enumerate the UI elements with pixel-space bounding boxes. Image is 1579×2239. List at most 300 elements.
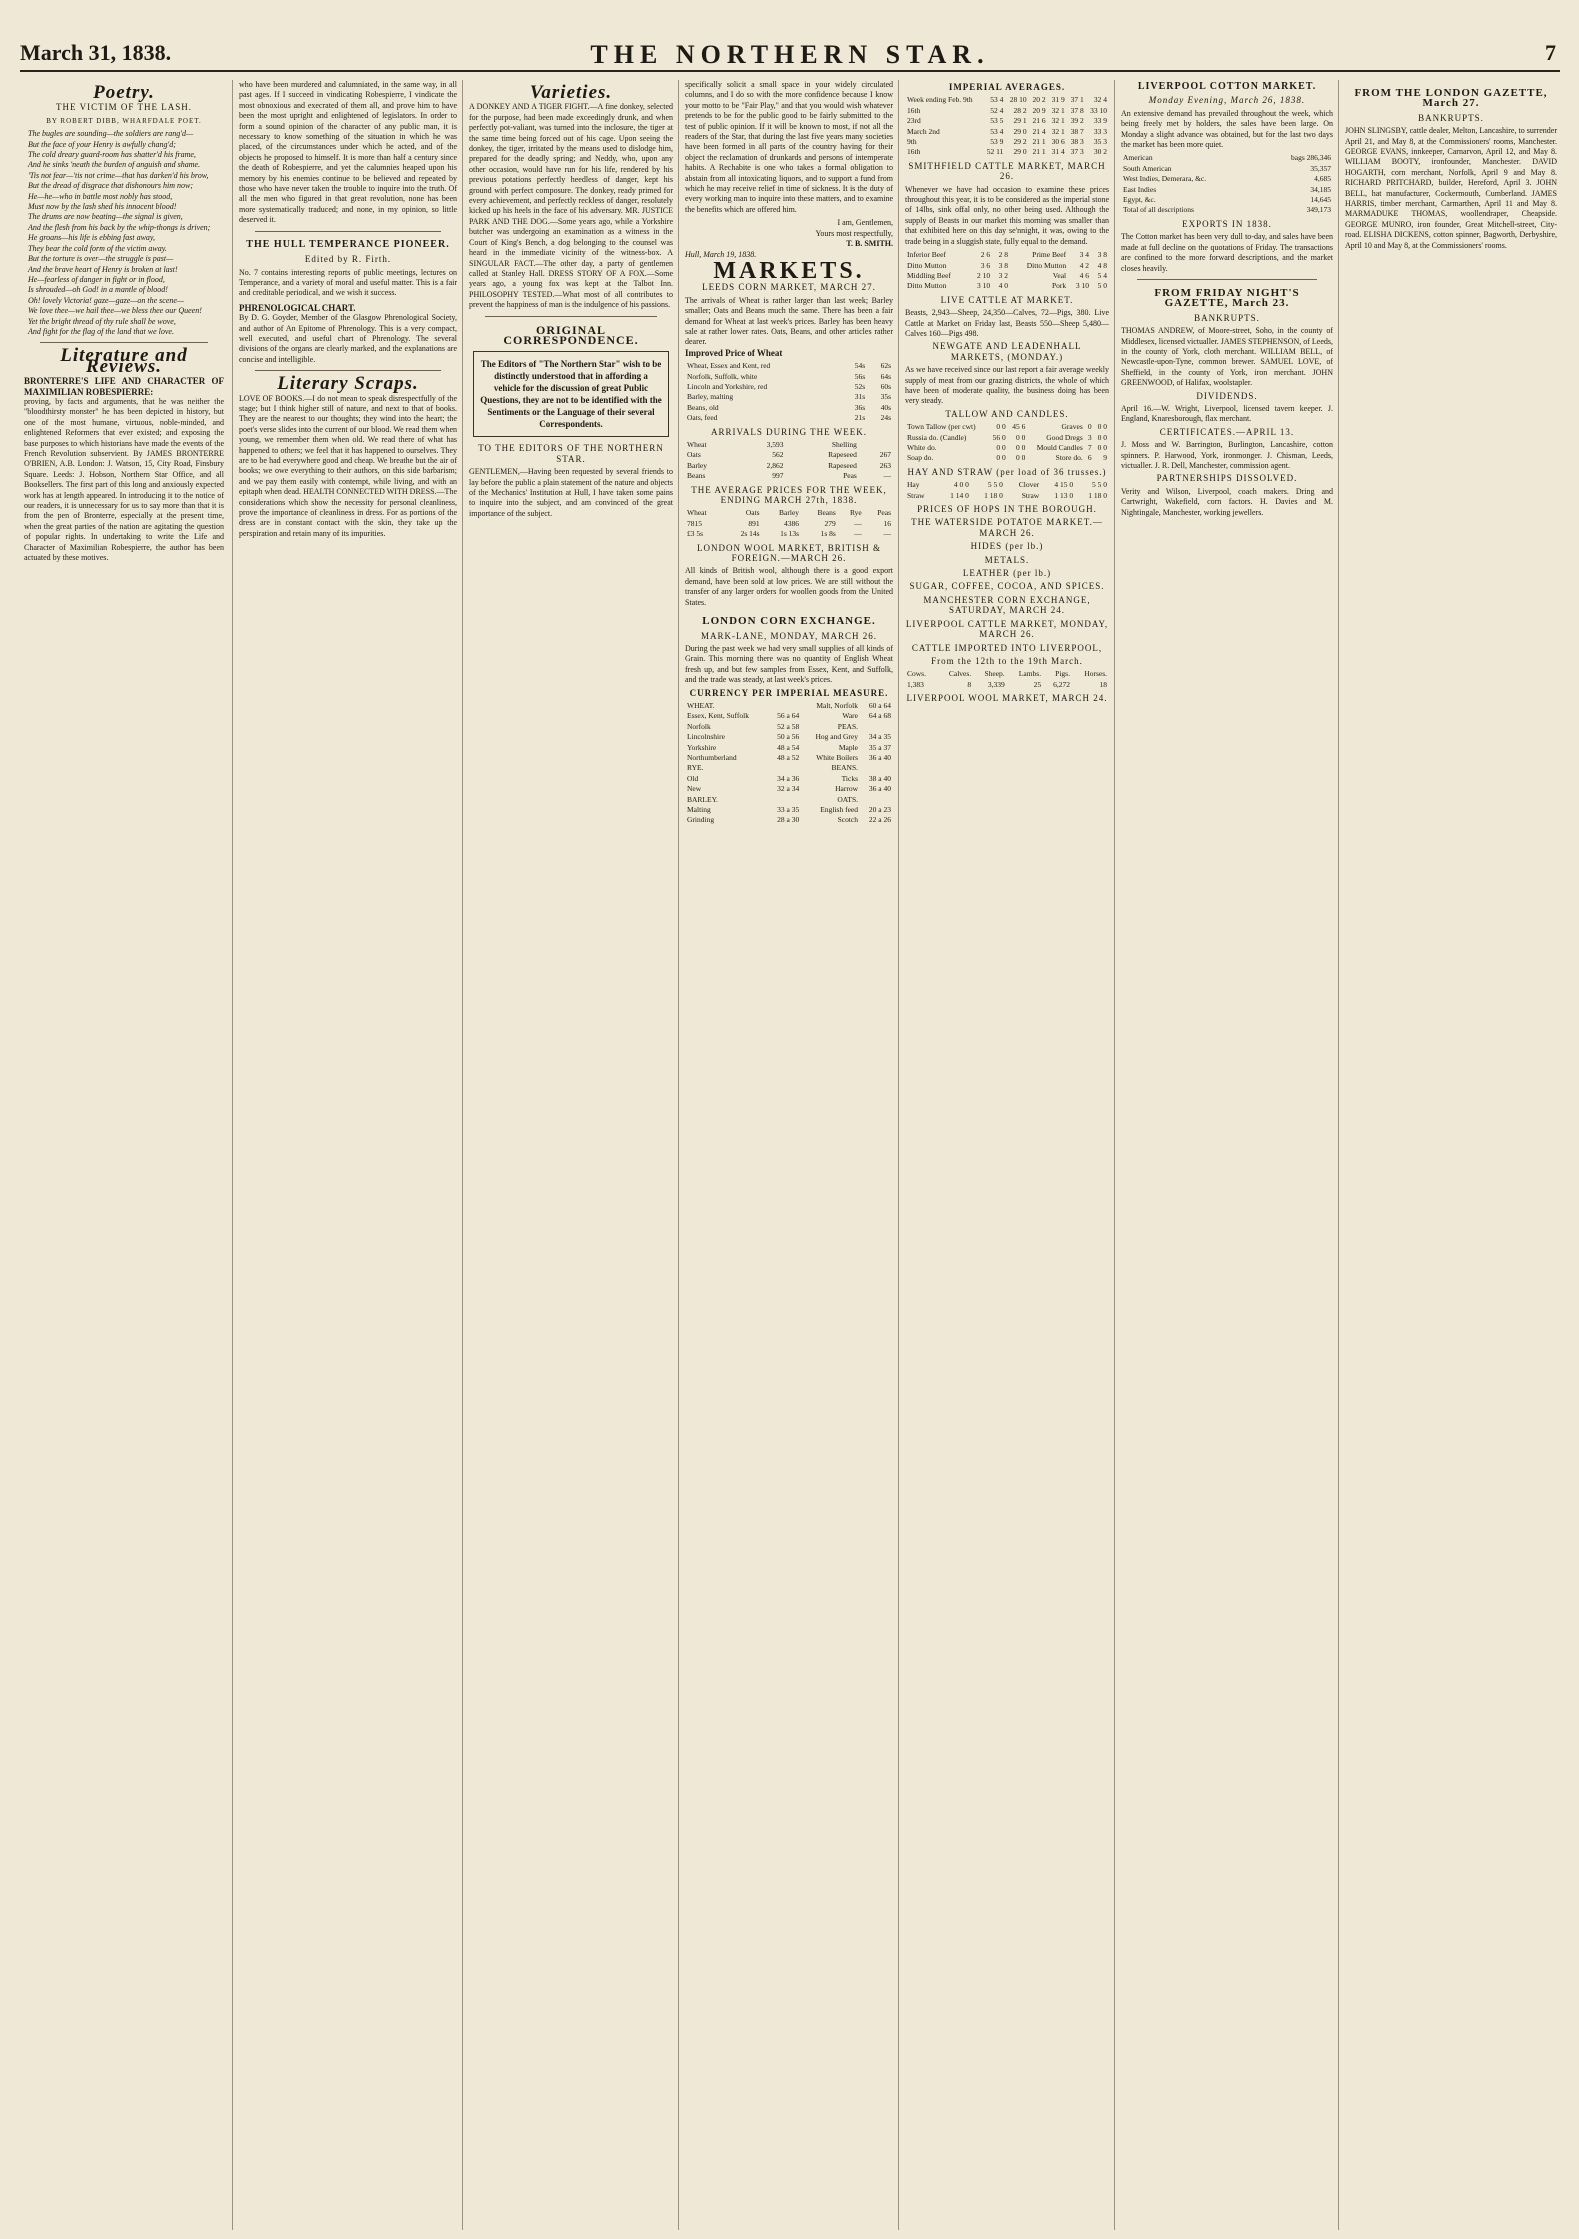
table-cell: 21 4 [1032, 126, 1046, 136]
corn-exchange-text: During the past week we had very small supplies of all kinds of Grain. This morning there was no quantity of English Wheat fresh up, and but few samples from Essex, Kent, and Suffolk, and the trade was steady, at last week's prices. [685, 643, 893, 685]
table-cell: 2 10 [977, 270, 991, 280]
table-cell: 3 [1087, 432, 1092, 442]
table-row [905, 116, 1109, 126]
table-row [905, 137, 1109, 147]
liverpool-wool-heading: LIVERPOOL WOOL MARKET, MARCH 24. [906, 693, 1108, 704]
table-row [685, 763, 893, 773]
table-row [905, 433, 1109, 443]
table-cell: 20 9 [1032, 105, 1046, 115]
table-cell: 4386 [784, 518, 800, 528]
table-row [685, 711, 893, 721]
poem-byline: BY ROBERT DIBB, WHARFDALE POET. [46, 116, 202, 125]
table-cell: 33 10 [1090, 105, 1107, 115]
table-cell: 349,173 [1306, 205, 1331, 215]
table-row [685, 753, 893, 763]
table-cell: Egypt, &c. [1123, 195, 1156, 205]
table-cell: 9th [907, 137, 917, 147]
table-cell: Rye [849, 508, 862, 518]
table-cell: 2 8 [998, 250, 1009, 260]
table-cell: 48 a 52 [777, 752, 800, 762]
table-row [905, 422, 1109, 432]
cattle-imported-table [905, 669, 1109, 690]
table-row [685, 701, 893, 711]
table-cell: 56s [854, 371, 866, 381]
table-cell: — [883, 471, 891, 481]
table-cell: 1 14 0 [950, 490, 969, 500]
temperance-sub: Edited by R. Firth. [304, 254, 392, 265]
poem-line: Yet the bright thread of thy rule shall be wove, [28, 316, 176, 326]
table-cell: 4 2 [1079, 260, 1090, 270]
table-row [685, 722, 893, 732]
table-cell: 5 0 [1097, 281, 1107, 291]
column-6 [1114, 80, 1333, 2230]
table-cell: 29 0 [1013, 147, 1027, 157]
table-cell: 33 a 35 [777, 805, 800, 814]
table-cell: Straw [1021, 490, 1040, 500]
divider [1137, 279, 1317, 280]
table-row [905, 95, 1109, 105]
letter-signoff-name: T. B. SMITH. [846, 239, 893, 249]
table-cell: White do. [907, 443, 937, 452]
table-row [685, 413, 893, 423]
table-cell: WHEAT. [687, 700, 715, 710]
table-row [905, 491, 1109, 501]
column-3 [462, 80, 673, 2230]
table-cell: Sheep. [984, 669, 1005, 679]
wool-heading: LONDON WOOL MARKET, BRITISH & FOREIGN.—MARCH 26. [696, 542, 882, 564]
table-cell: Lincolnshire [687, 732, 725, 742]
table-cell: 53 4 [990, 126, 1004, 136]
table-cell: 5 5 0 [987, 480, 1003, 490]
table-cell: 60 a 64 [868, 700, 891, 710]
table-cell: Harrow [835, 784, 858, 794]
table-row [685, 361, 893, 371]
review-text: proving, by facts and arguments, that he was neither the "bloodthirsty monster" he has been depicted in history, but one of the most humane, virtuous, noble-minded, and enlightened Reformers that ever existed; and exposing the base purposes to which historians have made the events of the French Revolution subservient. By JAMES BRONTERRE O'BRIEN, A.B. London: J. Watson, 15, City Road, Finsbury Square. Leeds: J. Hobson, Northern Star Office, and all Booksellers. The first part of this long and anxiously expected work has at length appeared. In introducing it to the notice of our readers, it is unnecessary for us to say more than that it is from the pen of Bronterre, especially at the present time, when the great parties of the nation are agitating the question of popular rights. In undertaking to write the Life and Character of Maximilian Robespierre, the author has been actuated by these motives. [24, 396, 224, 563]
letter-signoff-greeting: I am, Gentlemen, [837, 218, 893, 228]
table-cell: Ditto Mutton [907, 281, 947, 291]
table-cell: 36s [854, 402, 866, 412]
column-5 [898, 80, 1109, 2230]
table-cell: English feed [820, 805, 858, 814]
table-cell: East Indies [1123, 184, 1157, 194]
temperance-text: No. 7 contains interesting reports of public meetings, lectures on Temperance, and a variety of moral and useful matter. This is a fair and creditable periodical, and we wish it success. [239, 267, 457, 298]
live-cattle-text: Beasts, 2,943—Sheep, 24,350—Calves, 72—Pigs, 380. Live Cattle at Market on Friday last, Beasts 550—Sheep 5,480—Calves 160—Pigs 498. [905, 308, 1109, 338]
table-cell: OATS. [837, 794, 858, 804]
table-row [685, 784, 893, 794]
table-cell: 32 a 34 [777, 784, 800, 794]
table-cell: 4 6 [1079, 270, 1090, 280]
table-cell: 1,383 [907, 679, 924, 689]
cotton-heading: LIVERPOOL COTTON MARKET. [1137, 81, 1317, 92]
table-cell: 3 10 [977, 281, 991, 291]
liverpool-cattle-heading: LIVERPOOL CATTLE MARKET, MONDAY, MARCH 26. [905, 618, 1109, 640]
table-cell: 279 [824, 518, 836, 528]
table-cell: 0 0 [1016, 443, 1026, 452]
table-cell: West Indies, Demerara, &c. [1123, 174, 1207, 184]
smithfield-heading: SMITHFIELD CATTLE MARKET, MARCH 26. [908, 160, 1106, 182]
average-table [685, 508, 893, 539]
table-row [685, 774, 893, 784]
table-cell: Norfolk, Suffolk, white [687, 371, 758, 381]
table-cell: — [854, 518, 862, 528]
poem-line: The drums are now beating—the signal is given, [28, 212, 183, 222]
table-cell: 24s [880, 413, 891, 423]
table-cell: Lincoln and Yorkshire, red [687, 381, 768, 391]
table-cell: 53 5 [990, 116, 1004, 126]
table-cell: 37 3 [1070, 147, 1084, 157]
table-cell [768, 763, 801, 773]
table-cell: 64 a 68 [868, 711, 891, 721]
table-cell: American [1123, 153, 1153, 163]
table-row [905, 669, 1109, 679]
table-cell: 36 a 40 [868, 784, 891, 794]
table-cell [860, 722, 893, 732]
table-row [1121, 153, 1333, 163]
table-cell: 891 [748, 518, 760, 528]
divider [485, 316, 657, 317]
table-row [685, 461, 893, 471]
table-cell: 50 a 56 [777, 732, 800, 742]
varieties-heading: Varieties. [529, 82, 613, 103]
table-cell: 64s [880, 371, 891, 381]
table-cell: Prime Beef [1032, 250, 1067, 260]
imperial-averages-table [905, 95, 1109, 157]
table-cell: 1 18 0 [984, 490, 1003, 500]
potato-heading: THE WATERSIDE POTATOE MARKET.—MARCH 26. [911, 517, 1103, 538]
table-cell [859, 440, 893, 450]
table-cell: Scotch [837, 815, 858, 825]
table-cell: Veal [1052, 270, 1067, 280]
table-cell: Essex, Kent, Suffolk [687, 711, 749, 721]
table-cell: Graves [1061, 422, 1083, 432]
table-cell: 9 [1103, 453, 1107, 463]
table-cell: Hog and Grey [815, 732, 858, 742]
table-cell: Beans [687, 471, 706, 481]
table-cell: 32 4 [1093, 95, 1107, 105]
table-cell: White Boilers [816, 752, 858, 762]
poem-line: Oh! lovely Victoria! gaze—gaze—on the scene— [28, 295, 185, 305]
table-cell: Clover [1018, 480, 1040, 490]
table-row [685, 372, 893, 382]
table-cell: 31 9 [1051, 95, 1065, 105]
table-cell: 28 10 [1009, 95, 1027, 105]
table-cell: 35 a 37 [868, 742, 891, 752]
table-cell: Rapeseed [828, 460, 857, 470]
gazette-text: JOHN SLINGSBY, cattle dealer, Melton, Lancashire, to surrender April 21, and May 8, at the Commissioners' rooms, Manchester. GEORGE EVANS, innkeeper, Carnarvon, April 12, and May 8. WILLIAM BOOTY, ironfounder, Manchester. DAVID HOGARTH, corn merchant, Norfolk, April 9 and May 8. RICHARD PRITCHARD, builder, Hereford, April 3. JOHN BELL, hat manufacturer, Cockermouth, Cumberland. JAMES HARRIS, timber merchant, Carmarthen, April 11 and May 8. MARMADUKE THOMAS, woollendraper, Cheapside. GEORGE MUNRO, iron founder, Great Mitchell-street, City-road. ELISHA DICKENS, cotton spinner, Bagworth, Derbyshire, April 10 and May 8, at the Commissioners' rooms. [1345, 126, 1557, 250]
table-cell: 4 15 0 [1054, 480, 1074, 490]
currency-heading: CURRENCY PER IMPERIAL MEASURE. [689, 687, 889, 698]
table-cell: 4 0 [998, 281, 1009, 291]
table-row [905, 147, 1109, 157]
table-row [685, 529, 893, 539]
table-cell: 53 4 [990, 95, 1004, 105]
table-row [685, 471, 893, 481]
table-cell: Old [687, 773, 699, 783]
table-cell: 3 10 [1075, 281, 1090, 291]
poem-line: He groans—his life is ebbing fast away, [28, 233, 156, 243]
table-cell: 4,685 [1314, 174, 1331, 184]
table-cell: 2s 14s [740, 529, 760, 539]
table-cell: Beans [817, 508, 836, 518]
table-cell: 54s [854, 361, 866, 371]
table-cell: 52s [854, 381, 866, 391]
partnerships-text: Verity and Wilson, Liverpool, coach makers. Dring and Cartwright, Wakefield, corn factors. H. Davies and M. Nightingale, Manchester, working jewellers. [1121, 486, 1333, 517]
table-cell: 39 2 [1070, 116, 1084, 126]
table-cell: 29 1 [1013, 116, 1027, 126]
table-cell: 2,862 [766, 460, 784, 470]
poem-line: But the dread of disgrace that dishonours him now; [28, 181, 194, 191]
table-cell: £3 5s [687, 529, 704, 539]
table-cell: 62s [880, 361, 891, 371]
table-cell: 33 3 [1093, 126, 1107, 136]
table-cell: Malting [687, 805, 711, 814]
table-cell: 1 13 0 [1054, 490, 1074, 500]
table-row [685, 440, 893, 450]
table-cell: Pigs. [1055, 669, 1070, 679]
table-cell: 37 1 [1070, 95, 1084, 105]
table-cell: 14,645 [1310, 195, 1331, 205]
table-cell: Oats, feed [687, 413, 718, 423]
table-row [685, 519, 893, 529]
table-cell: Calves. [948, 669, 972, 679]
table-cell: — [883, 529, 891, 539]
literary-scraps-text: LOVE OF BOOKS.—I do not mean to speak disrespectfully of the stage; but I think higher still of nature, and next to that of books. They are the nearest to our thoughts; they wind into the heart; the poet's verse slides into the current of our blood. We read them when young, we remember them when old. We read there of what has happened to others; we feel that it has happened to ourselves. They are to be had everywhere good and cheap. We breathe but the air of books; we owe everything to their authors, on this side barbarism; and we pay them easily with contempt, while living, and with an epitaph when dead. HEALTH CONNECTED WITH DRESS.—The considerations which show the necessity for personal cleanliness, prove the importance of cleanliness in dress. For as portions of the dress are in constant contact with the skin, they take up the perspiration and retain many of its impurities. [239, 393, 457, 538]
friday-gazette-heading: FROM FRIDAY NIGHT'S GAZETTE, March 23. [1154, 286, 1300, 310]
varieties-text: A DONKEY AND A TIGER FIGHT.—A fine donkey, selected for the purpose, had been made exceedingly drunk, and when perfectly pot-valiant, was turned into the inclosure, the tiger at the same time being forced out of his cage. Upon seeing the donkey, the tiger, irritated by the means used to dislodge him, prepared for the deadly spring; and Neddy, who, upon any other occasion, would have run for his life, rendered by his previous potations perfectly heedless of danger, kept his ground with perfect composure. The donkey, ready primed for every achievement, and perfectly reckless of danger, resolutely kicked up his heels in the face of his adversary. MR. JUSTICE PARK AND THE DOG.—Some years ago, while a Yorkshire butcher was undergoing an examination as a witness in the Court of King's Bench, a dog belonging to the counsel was heard in the immediate vicinity of the witness-box. A SINGULAR FACT.—The other day, a party of gentlemen called at Stanley Hall. DRESS STORY OF A FOX.—Some years ago, a young fox was kept at the Talbot Inn. PHILOSOPHY TESTED.—What most of all contributes to prevent the happiness of man is the indulgence of his passions. [469, 102, 673, 310]
corn-exchange-sub: MARK-LANE, MONDAY, MARCH 26. [700, 630, 878, 641]
table-cell: New [687, 784, 702, 794]
divider [255, 370, 441, 371]
table-cell: Wheat [687, 508, 707, 518]
table-row [905, 453, 1109, 463]
arrivals-heading: ARRIVALS DURING THE WEEK. [710, 426, 867, 437]
table-cell: 29 2 [1013, 137, 1027, 147]
literary-scraps-heading: Literary Scraps. [277, 373, 419, 395]
table-cell: 36 a 40 [868, 752, 891, 762]
table-cell: Ditto Mutton [1026, 260, 1067, 270]
leeds-text: The arrivals of Wheat is rather larger than last week; Barley smaller; Oats and Beans much the same. There has been a fair demand for Wheat at last week's prices. Barley has been heavy sale at rather lower rates. Oats, Beans, and other articles rather dearer. [685, 295, 893, 347]
table-cell: BEANS. [831, 763, 858, 773]
table-row [685, 403, 893, 413]
table-row [1121, 164, 1333, 174]
table-cell: Store do. [1055, 453, 1083, 463]
table-cell: 6 [1087, 453, 1092, 463]
leeds-price-table [685, 361, 893, 423]
table-cell: Beans, old [687, 402, 719, 412]
phrenology-heading: PHRENOLOGICAL CHART. [239, 302, 356, 313]
letter-heading: TO THE EDITORS OF THE NORTHERN STAR. [478, 443, 664, 464]
cattle-imported-heading: CATTLE IMPORTED INTO LIVERPOOL, [911, 642, 1103, 653]
table-cell: 28 2 [1013, 105, 1027, 115]
table-cell: Peas [843, 471, 857, 481]
table-cell [768, 795, 801, 805]
poem-title: THE VICTIM OF THE LASH. [56, 102, 192, 113]
table-cell: 30 2 [1093, 147, 1107, 157]
temperance-heading: THE HULL TEMPERANCE PIONEER. [246, 238, 450, 250]
partnerships-heading: PARTNERSHIPS DISSOLVED. [1156, 473, 1298, 484]
exports-heading: EXPORTS IN 1838. [1182, 218, 1272, 229]
manchester-heading: MANCHESTER CORN EXCHANGE, SATURDAY, MARCH 24. [923, 594, 1091, 616]
table-cell: 1s 8s [820, 529, 836, 539]
table-cell: 263 [879, 460, 891, 470]
table-cell: South American [1123, 163, 1172, 173]
table-row [905, 443, 1109, 453]
review-title: BRONTERRE'S LIFE AND CHARACTER OF MAXIMILIAN ROBESPIERRE: [24, 376, 224, 397]
table-row [905, 480, 1109, 490]
table-row [685, 392, 893, 402]
hides-heading: HIDES (per lb.) [970, 541, 1044, 552]
arrivals-table [685, 440, 893, 482]
table-cell: 21s [854, 413, 866, 423]
table-cell: 21 1 [1032, 137, 1046, 147]
average-heading: THE AVERAGE PRICES FOR THE WEEK, ENDING MARCH 27th, 1838. [691, 484, 887, 506]
letter-continued: specifically solicit a small space in your widely circulated columns, and I do so with the more confidence because I know your motto to be "Fair Play," and that you would wish whatever pretends to be for the public good to be fairly submitted to the test of public opinion. If it will be known to most, if not all the readers of the Star, that during the last five years many societies have been formed in all parts of the country having for their object the reclamation of drunkards and persons of intemperate habits. A Rechabite is one who takes a formal obligation to abstain from all intoxicating liquors, and to support a fund from which he may receive relief in time of sickness. It is the duty of every working man to inquire into these matters, and to examine the benefits which are offered him. [685, 80, 893, 214]
table-cell: Mould Candles [1036, 443, 1083, 452]
table-cell: 3,339 [987, 679, 1005, 689]
table-cell: 22 a 26 [868, 815, 891, 825]
poetry-heading: Poetry. [93, 82, 155, 103]
column-2 [232, 80, 457, 2230]
table-cell: Town Tallow (per cwt) [907, 422, 976, 432]
table-cell: 8 [967, 679, 972, 689]
table-cell [768, 701, 801, 711]
poem-line: He—fearless of danger in fight or in flood, [28, 274, 165, 284]
table-cell: 16th [907, 147, 921, 157]
column-7 [1338, 80, 1557, 2230]
table-cell: 0 0 [1016, 432, 1026, 442]
table-cell: 3 6 [980, 260, 991, 270]
table-cell: 3 4 [1079, 250, 1090, 260]
table-cell: 0 0 [1097, 432, 1107, 442]
table-cell: 3 8 [1097, 250, 1107, 260]
table-cell: 48 a 54 [777, 742, 800, 752]
poem-line: But the face of your Henry is awfully chang'd; [28, 139, 176, 149]
letter-place-date: Hull, March 19, 1838. [685, 249, 757, 259]
issue-date: March 31, 1838. [20, 40, 172, 65]
table-cell: 5 4 [1097, 270, 1107, 280]
dividends-text: April 16.—W. Wright, Liverpool, licensed tavern keeper. J. England, Knaresborough, flax merchant. [1121, 403, 1333, 424]
table-cell: Northumberland [687, 752, 737, 762]
poem-line: And he sinks 'neath the burden of anguish and shame. [28, 160, 201, 170]
live-cattle-heading: LIVE CATTLE AT MARKET. [940, 294, 1074, 305]
editorial-notice: The Editors of "The Northern Star" wish to be distinctly understood that in affording a vehicle for the discussion of great Public Questions, they are not to be identified with the Sentiments or the Language of their several Correspondents. [473, 351, 669, 437]
table-row [685, 805, 893, 815]
dividends-heading: DIVIDENDS. [1196, 390, 1258, 401]
table-row [905, 271, 1109, 281]
table-cell: Lambs. [1018, 669, 1042, 679]
table-cell: Straw [907, 490, 925, 500]
newgate-text: As we have received since our last report a fair average weekly supply of meat from our grazing districts, the whole of which have been of moderate quality, the business doing has been very steady. [905, 365, 1109, 406]
table-cell: BARLEY. [687, 794, 718, 804]
table-cell: 21 6 [1032, 116, 1046, 126]
table-cell: 0 0 [1097, 443, 1107, 452]
table-cell: 18 [1099, 679, 1107, 689]
table-row [685, 732, 893, 742]
hay-heading: HAY AND STRAW (per load of 36 trusses.) [907, 466, 1107, 477]
newgate-heading: NEWGATE AND LEADENHALL MARKETS, (MONDAY.) [932, 341, 1082, 362]
masthead [20, 40, 1560, 72]
phrenology-text: By D. G. Goyder, Member of the Glasgow Phrenological Society, and author of An Epitome of Phrenology. This is a very compact, well executed, and useful chart of Phrenology. The several divisions of the organs are clearly marked, and the explanations are concise and intelligible. [239, 313, 457, 364]
table-cell: 60s [880, 381, 891, 391]
currency-table [685, 701, 893, 826]
table-cell: Total of all descriptions [1123, 205, 1194, 215]
table-cell: 28 a 30 [777, 815, 800, 825]
wool-text: All kinds of British wool, although there is a good export demand, have been sold at low prices. We are still without the transfer of any larger orders for woollen goods from the United States. [685, 566, 893, 607]
cotton-text: An extensive demand has prevailed throughout the week, which being freely met by holders, the sales have been large. On Monday a slight advance was obtained, but for the last two days the market has been more quiet. [1121, 108, 1333, 150]
table-cell: 16th [907, 105, 921, 115]
smithfield-text: Whenever we have had occasion to examine these prices throughout this year, it is to be considered as the imperial stone of 14lbs, sink offal only, no other being used. Although the supply of Beasts in our market this morning was smaller than that exhibited here on this day se'nnight, it was, owing to the trade being in a sluggish state, fully equal to the demand. [905, 184, 1109, 246]
markets-heading: MARKETS. [713, 257, 865, 284]
cotton-sub: Monday Evening, March 26, 1838. [1148, 95, 1306, 106]
table-cell: Middling Beef [907, 270, 951, 280]
table-cell: 4 0 0 [953, 480, 969, 490]
column-1 [24, 80, 224, 2230]
table-cell [860, 795, 893, 805]
poem-line: He—he—who in battle most nobly has stood, [28, 191, 173, 201]
table-cell: Cows. [907, 669, 926, 679]
table-row [905, 250, 1109, 260]
table-cell: 34 a 36 [777, 773, 800, 783]
table-cell: 33 9 [1093, 116, 1107, 126]
table-cell: 0 0 [996, 422, 1006, 432]
table-cell: 56 a 64 [777, 711, 800, 721]
table-cell: bags 286,346 [1291, 153, 1331, 163]
table-cell: 4 8 [1097, 260, 1107, 270]
letter-signoff-body: Yours most respectfully, [815, 228, 893, 238]
table-cell: 562 [772, 450, 784, 460]
poem-line: We love thee—we hail thee—we bless thee our Queen! [28, 306, 202, 316]
divider [40, 342, 208, 343]
table-row [905, 261, 1109, 271]
table-cell: Peas [877, 508, 891, 518]
table-cell: 997 [772, 471, 784, 481]
hay-table [905, 480, 1109, 501]
poem-body [24, 129, 224, 337]
table-cell: 45 6 [1012, 422, 1026, 432]
table-row [685, 795, 893, 805]
table-cell: 56 0 [992, 432, 1006, 442]
table-cell: 0 0 [1097, 422, 1107, 432]
table-cell: 29 0 [1013, 126, 1027, 136]
table-cell: — [854, 529, 862, 539]
corn-exchange-heading: LONDON CORN EXCHANGE. [702, 615, 876, 628]
table-cell: 3,593 [766, 440, 784, 449]
gazette-bankrupts-sub: BANKRUPTS. [1418, 112, 1484, 123]
cotton-imports-table [1121, 153, 1333, 215]
certificates-heading: CERTIFICATES.—APRIL 13. [1159, 426, 1295, 437]
hops-heading: PRICES OF HOPS IN THE BOROUGH. [917, 504, 1097, 515]
table-cell: 35,357 [1310, 163, 1331, 173]
table-row [685, 382, 893, 392]
page-number: 7 [1545, 40, 1556, 65]
table-cell: March 2nd [907, 126, 940, 136]
tallow-heading: TALLOW AND CANDLES. [945, 408, 1069, 419]
table-cell: 37 8 [1070, 105, 1084, 115]
table-cell: Barley [779, 508, 800, 518]
table-cell: 52 4 [990, 105, 1004, 115]
table-cell: Inferior Beef [907, 250, 946, 260]
table-cell: Barley, malting [687, 392, 734, 402]
metals-heading: METALS. [984, 554, 1030, 565]
table-cell: 32 1 [1051, 126, 1065, 136]
table-row [1121, 185, 1333, 195]
table-row [905, 680, 1109, 690]
table-cell: 35 3 [1093, 137, 1107, 147]
certificates-text: J. Moss and W. Barrington, Burlington, Lancashire, cotton spinners. P. Harwood, York, ironmonger. J. Chisman, Leeds, victualler. J. R. Dell, Manchester, commission agent. [1121, 440, 1333, 470]
correspondence-heading: ORIGINAL CORRESPONDENCE. [503, 322, 639, 347]
table-row [685, 743, 893, 753]
table-cell: 23rd [907, 116, 921, 126]
